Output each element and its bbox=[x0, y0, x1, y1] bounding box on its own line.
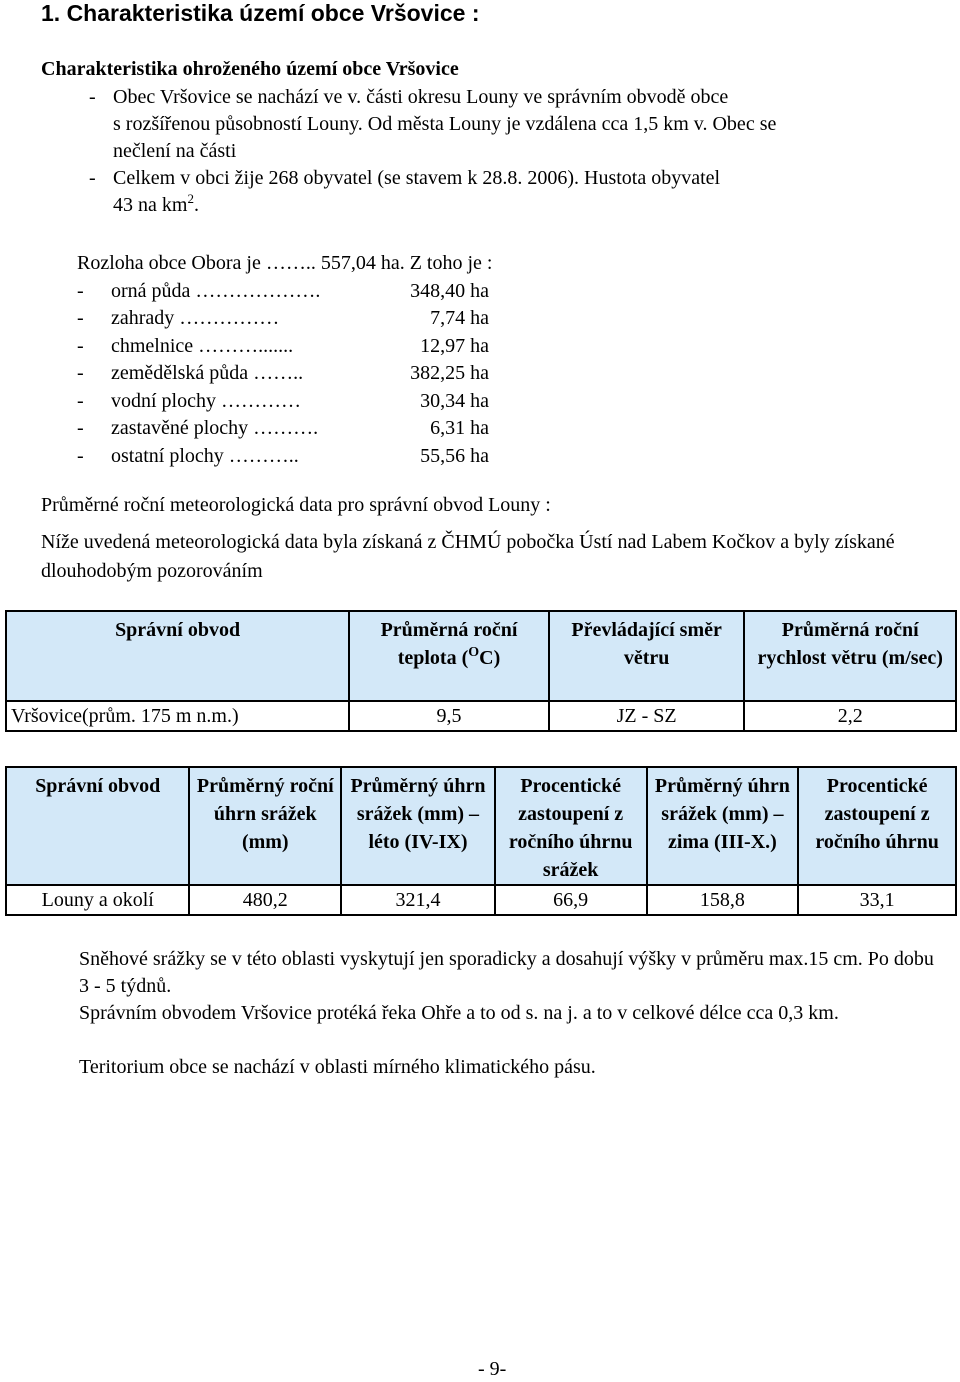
table-cell: 9,5 bbox=[349, 701, 549, 731]
intro-line bbox=[41, 84, 941, 111]
header-text: Průměrná roční teplota ( bbox=[380, 619, 518, 669]
table-header-row bbox=[6, 611, 956, 701]
bullet-dash: - bbox=[77, 362, 84, 384]
area-item bbox=[77, 305, 492, 333]
bullet-dash: - bbox=[89, 167, 96, 189]
area-item-value: 12,97 ha bbox=[420, 334, 489, 357]
intro-block bbox=[41, 84, 941, 219]
table-cell: Louny a okolí bbox=[6, 885, 189, 915]
density-superscript: 2 bbox=[187, 191, 194, 206]
intro-line bbox=[41, 165, 941, 192]
intro-text: nečlení na části bbox=[113, 140, 237, 162]
page-heading: 1. Charakteristika území obce Vršovice : bbox=[41, 0, 480, 26]
area-item-label: orná půda ………………. bbox=[111, 279, 321, 302]
table-header: Průměrná roční rychlost větru (m/sec) bbox=[744, 611, 956, 701]
area-item-value: 7,74 ha bbox=[430, 307, 489, 329]
table-row bbox=[6, 701, 956, 731]
meteo-description: Níže uvedená meteorologická data byla získaná z ČHMÚ pobočka Ústí nad Labem Kočkov a byly získané dlouhodobým pozorováním bbox=[41, 531, 895, 582]
bullet-dash: - bbox=[77, 389, 84, 412]
bullet-dash: - bbox=[77, 307, 84, 329]
table-header: Správní obvod bbox=[6, 611, 349, 701]
bullet-dash: - bbox=[77, 417, 84, 439]
area-item bbox=[77, 278, 492, 306]
area-item bbox=[77, 388, 492, 416]
intro-line bbox=[41, 192, 941, 219]
area-item-value: 30,34 ha bbox=[420, 389, 489, 412]
bullet-dash: - bbox=[77, 279, 84, 302]
area-item-label: chmelnice ………....... bbox=[111, 334, 294, 357]
page-number: - 9- bbox=[478, 1358, 507, 1380]
area-intro bbox=[77, 250, 492, 278]
intro-text: Celkem v obci žije 268 obyvatel (se stavem k 28.8. 2006). Hustota obyvatel bbox=[113, 167, 721, 189]
wind-temperature-table bbox=[5, 610, 957, 732]
table-cell: 66,9 bbox=[495, 885, 647, 915]
area-item-value: 6,31 ha bbox=[430, 417, 489, 439]
climate-paragraph: Teritorium obce se nachází v oblasti mírného klimatického pásu. bbox=[79, 1056, 596, 1078]
area-item-label: zemědělská půda …….. bbox=[111, 362, 304, 384]
area-item-value: 348,40 ha bbox=[410, 279, 489, 302]
precipitation-table bbox=[5, 766, 957, 916]
table-header: Správní obvod bbox=[6, 767, 189, 885]
table-header: Průměrný úhrn srážek (mm) –zima (III-X.) bbox=[647, 767, 799, 885]
table-header: Průměrný roční úhrn srážek (mm) bbox=[189, 767, 341, 885]
table-row bbox=[6, 885, 956, 915]
table-header: Procentické zastoupení z ročního úhrnu srážek bbox=[495, 767, 647, 885]
density-text bbox=[113, 192, 199, 219]
bullet-dash: - bbox=[89, 86, 96, 108]
table-cell: 2,2 bbox=[744, 701, 956, 731]
table-cell: 321,4 bbox=[341, 885, 495, 915]
area-item bbox=[77, 415, 492, 443]
area-block bbox=[77, 250, 492, 470]
snow-paragraph: Sněhové srážky se v této oblasti vyskytují jen sporadicky a dosahují výšky v průměru max.15 cm. Po dobu 3 - 5 týdnů. bbox=[79, 948, 934, 997]
table-cell: Vršovice(prům. 175 m n.m.) bbox=[6, 701, 349, 731]
area-item bbox=[77, 333, 492, 361]
density-tail: . bbox=[193, 194, 199, 216]
table-header-row bbox=[6, 767, 956, 885]
table-header: Průměrný úhrn srážek (mm) – léto (IV-IX) bbox=[341, 767, 495, 885]
section-subheading: Charakteristika ohroženého území obce Vršovice bbox=[41, 58, 459, 80]
area-item-label: zahrady …………… bbox=[111, 307, 280, 329]
degree-superscript: O bbox=[468, 645, 480, 660]
table-cell: 158,8 bbox=[647, 885, 799, 915]
table-header: Převládající směr větru bbox=[549, 611, 745, 701]
bullet-dash: - bbox=[77, 334, 84, 357]
intro-text: s rozšířenou působností Louny. Od města Louny je vzdálena cca 1,5 km v. Obec se bbox=[113, 113, 777, 135]
area-item-value: 55,56 ha bbox=[420, 444, 489, 467]
bullet-dash: - bbox=[77, 444, 84, 467]
table-cell: 480,2 bbox=[189, 885, 341, 915]
intro-line bbox=[41, 111, 941, 138]
header-unit: C) bbox=[479, 647, 501, 669]
area-item-label: zastavěné plochy ………. bbox=[111, 417, 319, 439]
area-intro-text: Rozloha obce Obora je …….. 557,04 ha. Z toho je : bbox=[77, 252, 493, 274]
table-cell: 33,1 bbox=[798, 885, 956, 915]
closing-text bbox=[79, 946, 939, 1081]
area-item-label: vodní plochy ………… bbox=[111, 389, 301, 412]
river-paragraph: Správním obvodem Vršovice protéká řeka Ohře a to od s. na j. a to v celkové délce cca 0,3 km. bbox=[79, 1002, 839, 1024]
table-cell: JZ - SZ bbox=[549, 701, 745, 731]
table-header bbox=[349, 611, 549, 701]
intro-line bbox=[41, 138, 941, 165]
table-header: Procentické zastoupení z ročního úhrnu bbox=[798, 767, 956, 885]
area-item-label: ostatní plochy ……….. bbox=[111, 444, 299, 467]
meteo-title: Průměrné roční meteorologická data pro správní obvod Louny : bbox=[41, 494, 551, 516]
area-item-value: 382,25 ha bbox=[410, 362, 489, 384]
density-value: 43 na km bbox=[113, 194, 188, 216]
area-item bbox=[77, 443, 492, 471]
intro-text: Obec Vršovice se nachází ve v. části okresu Louny ve správním obvodě obce bbox=[113, 86, 729, 108]
area-item bbox=[77, 360, 492, 388]
